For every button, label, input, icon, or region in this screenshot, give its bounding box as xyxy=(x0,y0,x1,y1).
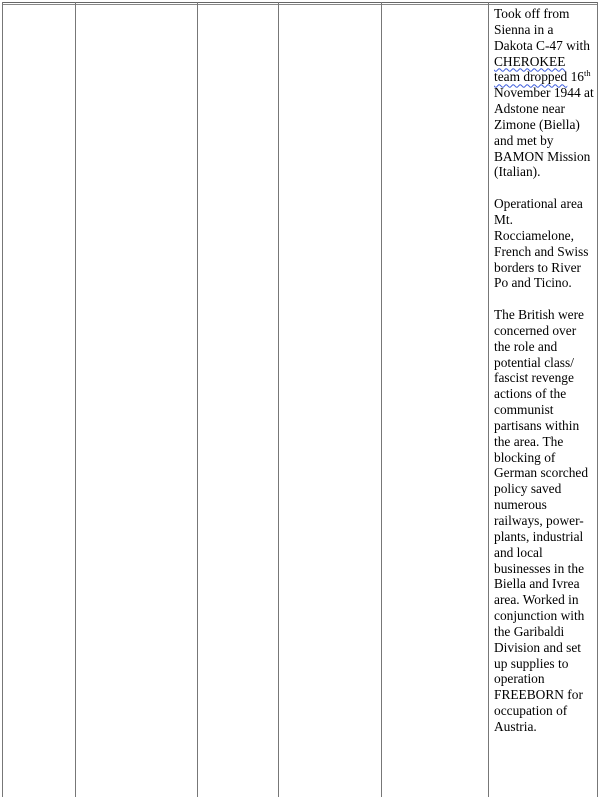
drop-day: 16 xyxy=(570,69,584,85)
column-divider-2 xyxy=(197,2,198,797)
table-border-right xyxy=(597,2,598,797)
team-name-spellcheck: CHEROKEE xyxy=(494,53,566,69)
paragraph-1-part-b: team dropped xyxy=(494,69,568,85)
column-divider-3 xyxy=(278,2,279,797)
column-divider-4 xyxy=(381,2,382,797)
column-divider-5 xyxy=(488,2,489,797)
cell-paragraph-1 xyxy=(494,6,594,180)
table-top-border xyxy=(2,2,598,3)
paragraph-1-part-a: Took off from Sienna in a Dakota C-47 with xyxy=(494,6,590,53)
table-top-border-inner xyxy=(2,4,598,5)
cell-paragraph-2: Operational area Mt. Rocciamelone, French and Swiss borders to River Po and Ticino. xyxy=(494,196,589,291)
paragraph-1-part-c: November 1944 at Adstone near Zimone (Biella) and met by BAMON Mission (Italian). xyxy=(494,85,594,180)
table-cell-notes xyxy=(494,6,594,735)
cell-paragraph-3: The British were concerned over the role and potential class/ fascist revenge actions of the communist partisans within the area. The blocking of German scorched policy saved numerous railways, power-plants, industrial and local businesses in the Biella and Ivrea area. Worked in conjunction with the Garibaldi Division and set up supplies to operation FREEBORN for occupation of Austria. xyxy=(494,307,589,734)
column-divider-1 xyxy=(75,2,76,797)
drop-day-suffix: th xyxy=(584,68,591,79)
table-border-left xyxy=(2,2,3,797)
